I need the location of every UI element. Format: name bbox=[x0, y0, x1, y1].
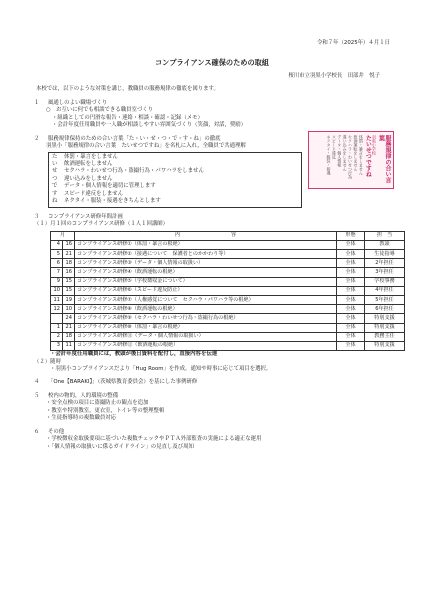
cell-day: 10 bbox=[63, 305, 75, 314]
cell-month: 12 bbox=[51, 305, 63, 314]
motto-line: せ セクハラ・わいせつ行為・盗撮行為・パワハラをしません bbox=[52, 168, 204, 175]
cell-form: 全体 bbox=[337, 314, 365, 323]
cell-form: 全体 bbox=[337, 323, 365, 332]
motto-box bbox=[48, 152, 302, 208]
cell-form: 全体 bbox=[337, 295, 365, 304]
document-title: コンプライアンス確保のための取組 bbox=[154, 58, 270, 67]
section-number: ２ bbox=[34, 135, 40, 142]
section-heading: その他 bbox=[48, 428, 65, 435]
cell-day: 18 bbox=[63, 332, 75, 341]
section-number: ４ bbox=[34, 379, 40, 386]
cell-month bbox=[51, 314, 63, 323]
table-row bbox=[51, 250, 405, 259]
intro-paragraph: 本校では，以下のような対策を講じ，教職員の服務規律の徹底を図ります。 bbox=[36, 86, 219, 93]
header-form: 形態 bbox=[337, 231, 365, 240]
cell-lead: 3年担任 bbox=[365, 268, 405, 277]
cell-day: 11 bbox=[63, 341, 75, 350]
section-line: ・学校徴収金取扱要項に基づいた複数チェックやＰＴＡ外部監査の実施による適正な運用 bbox=[46, 436, 262, 443]
cell-form: 全体 bbox=[337, 250, 365, 259]
table-row bbox=[51, 323, 405, 332]
cell-content: コンプライアンス研修②（接遇について 保護者とのかかわり等） bbox=[75, 250, 337, 259]
section-description: 羽黒小「服務規律の合い言葉 たいせつですね」を名札に入れ，全職員で共通理解 bbox=[46, 143, 246, 150]
motto-line: た 体罰・暴言をしません bbox=[52, 153, 118, 160]
header-lead: 担 当 bbox=[365, 231, 405, 240]
cell-content: コンプライアンス研修⑧（飲酒運転の根絶） bbox=[75, 305, 337, 314]
section-line: ・生徒指導時の複数職員対応 bbox=[46, 415, 117, 422]
document-date: 令和７年（2025年）４月１日 bbox=[316, 40, 390, 46]
section-4 bbox=[30, 379, 394, 386]
table-row bbox=[51, 240, 405, 249]
cell-day: 24 bbox=[63, 314, 75, 323]
motto-line: す スピード違反をしません bbox=[52, 190, 124, 197]
table-row bbox=[51, 314, 405, 323]
section-line: ・教室や特別教室，更衣室，トイレ等の整理整頓 bbox=[46, 407, 165, 414]
cell-form: 全体 bbox=[337, 259, 365, 268]
cell-day: 19 bbox=[63, 295, 75, 304]
cell-month: 4 bbox=[51, 240, 63, 249]
circle-bullet: ○ bbox=[46, 107, 51, 114]
cell-content: コンプライアンス研修⑨（セクハラ・わいせつ行為・盗撮行為の根絶） bbox=[75, 314, 337, 323]
cell-day: 21 bbox=[63, 250, 75, 259]
table-row bbox=[51, 268, 405, 277]
training-schedule-table bbox=[50, 231, 405, 351]
motto-poster-image: 服務規律の合い言葉 羽黒小学校 たいせつですね 体罰・暴言をしません 飲酒運転をしません セクハラ・わいせつ行為 違い込みをしません データ・個人情報 スピード違反 ネクタイ・服装・接遇 bbox=[308, 131, 394, 189]
cell-form: 全体 bbox=[337, 332, 365, 341]
motto-line: つ 違い込みをしません bbox=[52, 175, 113, 182]
cell-form: 全体 bbox=[337, 286, 365, 295]
cell-month: 7 bbox=[51, 268, 63, 277]
subsection-title: （１）月１回のコンプライアンス研修（１人１回講師） bbox=[34, 221, 169, 228]
cell-day: 16 bbox=[63, 240, 75, 249]
table-row bbox=[51, 332, 405, 341]
cell-form: 全体 bbox=[337, 277, 365, 286]
cell-month: 9 bbox=[51, 277, 63, 286]
cell-month: 5 bbox=[51, 250, 63, 259]
cell-lead: 生徒指導 bbox=[365, 250, 405, 259]
table-row bbox=[51, 295, 405, 304]
cell-lead: 特別支援 bbox=[365, 314, 405, 323]
section-number: ３ bbox=[34, 213, 40, 220]
cell-day: 15 bbox=[63, 286, 75, 295]
cell-content: コンプライアンス研修④（飲酒運転の根絶） bbox=[75, 268, 337, 277]
motto-line: ね ネクタイ・服装・接遇をきちんとします bbox=[52, 198, 161, 205]
section-number: １ bbox=[34, 99, 40, 106]
cell-month: 3 bbox=[51, 341, 63, 350]
table-row bbox=[51, 259, 405, 268]
cell-content: コンプライアンス研修⑪（データ・個人情報の取扱い） bbox=[75, 332, 337, 341]
cell-content: コンプライアンス研修⑤（学校徴収金について） bbox=[75, 277, 337, 286]
schedule-note: ・会計年度任用職員には，教頭が後日資料を配付し，直接内容を伝達 bbox=[50, 351, 218, 358]
motto-line: で データ・個人情報を適切に管理します bbox=[52, 183, 156, 190]
table-row bbox=[51, 341, 405, 350]
cell-day: 21 bbox=[63, 323, 75, 332]
section-line: ・組織としての円滑な報告・連絡・相談・確認・記録（メモ） bbox=[52, 114, 203, 121]
header-content: 内 容 bbox=[75, 231, 337, 240]
cell-month: 6 bbox=[51, 259, 63, 268]
table-row bbox=[51, 305, 405, 314]
cell-day: 18 bbox=[63, 259, 75, 268]
section-1 bbox=[30, 100, 394, 130]
section-line: ・会計年度任用職員や一人職が相談しやすい雰囲気づくり（笑顔，対話，奨励） bbox=[52, 122, 247, 129]
section-3 bbox=[30, 214, 394, 374]
section-line: ・羽黒小コンプライアンスだより「Hug Room」を作成。通知や時事に応じて項目を選択。 bbox=[50, 365, 272, 372]
cell-day: 15 bbox=[63, 277, 75, 286]
section-heading: 服務規律保持のための合い言葉「た・い・せ・つ・で・す・ね」の徹底 bbox=[48, 135, 221, 142]
section-number: ６ bbox=[34, 428, 40, 435]
section-heading: 「One【BARAKI】」（茨城県教育委員会）を基にした事例研修 bbox=[48, 379, 198, 386]
cell-day: 16 bbox=[63, 268, 75, 277]
section-line: ・「個人情報の取扱いに係るガイドライン」の見直し及び周知 bbox=[46, 443, 194, 450]
cell-content: コンプライアンス研修⑥（スピード違反防止） bbox=[75, 286, 337, 295]
cell-lead: 特別支援 bbox=[365, 341, 405, 350]
document-author: 桜川市立羽黒小学校長 田部井 悦子 bbox=[288, 72, 380, 79]
cell-form: 全体 bbox=[337, 268, 365, 277]
cell-lead: 教頭 bbox=[365, 240, 405, 249]
cell-content: コンプライアンス研修⑩（体罰・暴言の根絶） bbox=[75, 323, 337, 332]
section-5 bbox=[30, 393, 394, 423]
cell-month: 2 bbox=[51, 332, 63, 341]
cell-lead: 4年担任 bbox=[365, 286, 405, 295]
cell-lead: 教務主任 bbox=[365, 332, 405, 341]
section-item: お互いに何でも相談できる職員室づくり bbox=[56, 107, 154, 114]
cell-form: 全体 bbox=[337, 341, 365, 350]
cell-month: 11 bbox=[51, 295, 63, 304]
section-number: ５ bbox=[34, 392, 40, 399]
cell-lead: 6年担任 bbox=[365, 305, 405, 314]
motto-line: い 飲酒運転をしません bbox=[52, 161, 113, 168]
cell-form: 全体 bbox=[337, 305, 365, 314]
section-heading: 校内の物的，人的環境の整備 bbox=[48, 392, 119, 399]
cell-content: コンプライアンス研修⑦（人権感覚について セクハラ・パワハラ等の根絶） bbox=[75, 295, 337, 304]
table-header-row bbox=[51, 231, 405, 240]
section-line: ・安全点検の項目に盗撮防止の観点を追加 bbox=[46, 400, 149, 407]
cell-content: コンプライアンス研修⑫（飲酒運転の根絶） bbox=[75, 341, 337, 350]
cell-lead: 学校事務 bbox=[365, 277, 405, 286]
table-row bbox=[51, 277, 405, 286]
section-2 bbox=[30, 136, 394, 208]
cell-content: コンプライアンス研修③（データ・個人情報の取扱い） bbox=[75, 259, 337, 268]
subsection-title: （２）随時 bbox=[34, 358, 61, 365]
cell-content: コンプライアンス研修①（体罰・暴言の根絶） bbox=[75, 240, 337, 249]
cell-lead: 5年担任 bbox=[365, 295, 405, 304]
section-heading: 風通しのよい職場づくり bbox=[48, 99, 108, 106]
cell-lead: 2年担任 bbox=[365, 259, 405, 268]
header-month: 月 bbox=[51, 231, 75, 240]
cell-month: 10 bbox=[51, 286, 63, 295]
cell-form: 全体 bbox=[337, 240, 365, 249]
cell-lead: 特別支援 bbox=[365, 323, 405, 332]
section-6 bbox=[30, 429, 394, 451]
table-row bbox=[51, 286, 405, 295]
cell-month: 1 bbox=[51, 323, 63, 332]
section-heading: コンプライアンス研修年間計画 bbox=[48, 213, 123, 220]
